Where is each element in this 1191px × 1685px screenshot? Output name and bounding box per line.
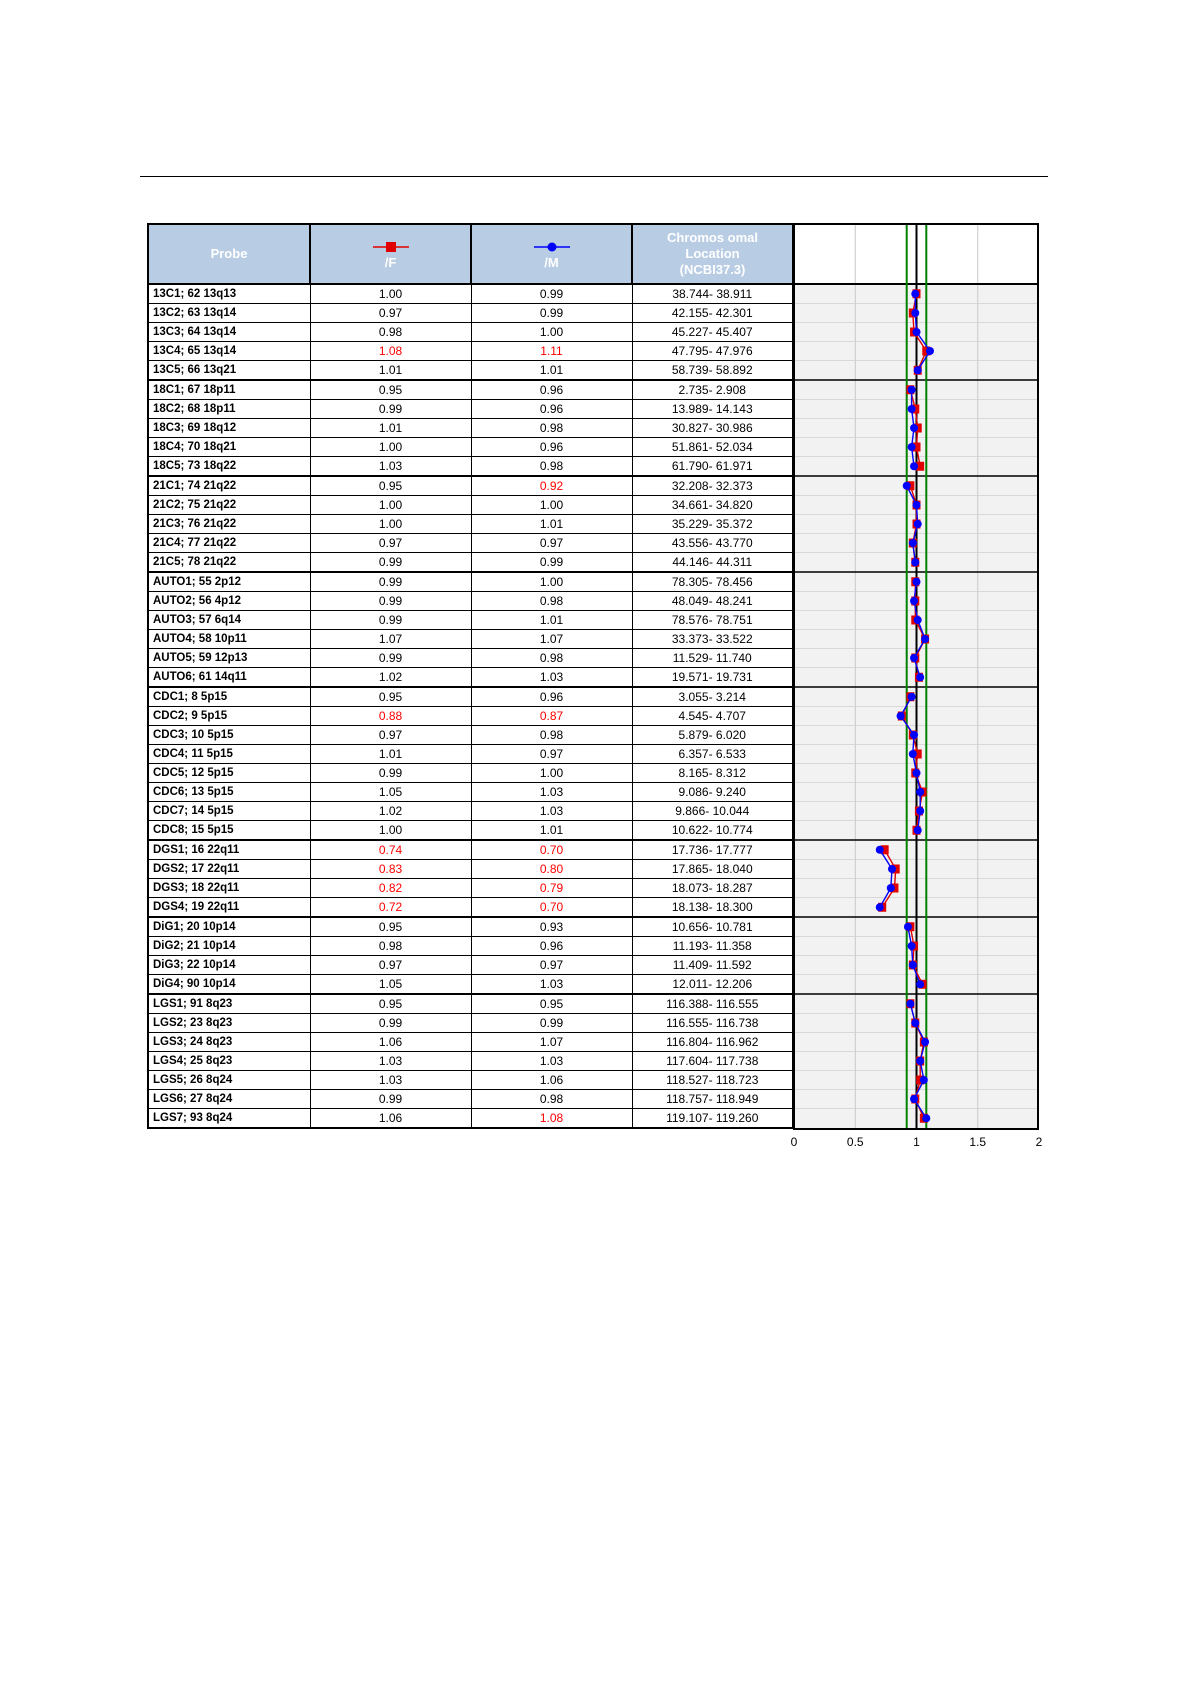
location-cell: 44.146- 44.311 — [632, 553, 793, 573]
m-ratio-cell: 1.01 — [471, 361, 632, 381]
m-series-point — [913, 501, 921, 509]
m-ratio-cell: 0.98 — [471, 726, 632, 745]
m-ratio-cell: 0.98 — [471, 592, 632, 611]
location-cell: 47.795- 47.976 — [632, 342, 793, 361]
m-ratio-cell: 1.01 — [471, 515, 632, 534]
m-ratio-cell: 0.99 — [471, 284, 632, 304]
m-ratio-cell: 1.00 — [471, 764, 632, 783]
f-ratio-cell: 0.98 — [310, 323, 471, 342]
probe-cell: AUTO5; 59 12p13 — [148, 649, 310, 668]
location-cell: 61.790- 61.971 — [632, 457, 793, 477]
m-series-point — [908, 386, 916, 394]
m-ratio-cell: 1.03 — [471, 1052, 632, 1071]
location-cell: 4.545- 4.707 — [632, 707, 793, 726]
probe-cell: LGS7; 93 8q24 — [148, 1109, 310, 1129]
f-ratio-cell: 0.99 — [310, 592, 471, 611]
m-series-point — [914, 366, 922, 374]
f-ratio-cell: 0.95 — [310, 380, 471, 400]
f-ratio-cell: 1.05 — [310, 975, 471, 995]
probe-cell: 13C2; 63 13q14 — [148, 304, 310, 323]
location-cell: 78.305- 78.456 — [632, 572, 793, 592]
location-cell: 119.107- 119.260 — [632, 1109, 793, 1129]
f-ratio-cell: 1.06 — [310, 1109, 471, 1129]
header-location-line3: (NCBI37.3) — [679, 262, 746, 277]
m-ratio-cell: 0.98 — [471, 1090, 632, 1109]
location-cell: 33.373- 33.522 — [632, 630, 793, 649]
m-ratio-cell: 1.06 — [471, 1071, 632, 1090]
m-series-point — [916, 980, 924, 988]
probe-cell: CDC5; 12 5p15 — [148, 764, 310, 783]
probe-cell: LGS3; 24 8q23 — [148, 1033, 310, 1052]
m-ratio-cell: 1.03 — [471, 975, 632, 995]
f-ratio-cell: 0.97 — [310, 956, 471, 975]
m-ratio-cell: 1.03 — [471, 802, 632, 821]
f-ratio-cell: 1.00 — [310, 438, 471, 457]
probe-cell: AUTO2; 56 4p12 — [148, 592, 310, 611]
m-series-point — [921, 1038, 929, 1046]
location-cell: 116.555- 116.738 — [632, 1014, 793, 1033]
m-ratio-cell: 1.01 — [471, 821, 632, 841]
m-series-point — [910, 1095, 918, 1103]
probe-cell: 18C2; 68 18p11 — [148, 400, 310, 419]
f-ratio-cell: 1.07 — [310, 630, 471, 649]
location-cell: 32.208- 32.373 — [632, 476, 793, 496]
probe-cell: CDC2; 9 5p15 — [148, 707, 310, 726]
m-ratio-cell: 0.96 — [471, 438, 632, 457]
m-ratio-cell: 0.93 — [471, 917, 632, 937]
m-series-point — [903, 482, 911, 490]
f-ratio-cell: 1.01 — [310, 419, 471, 438]
location-cell: 17.736- 17.777 — [632, 840, 793, 860]
x-tick-label: 0.5 — [846, 1135, 864, 1149]
probe-cell: DGS2; 17 22q11 — [148, 860, 310, 879]
location-cell: 118.757- 118.949 — [632, 1090, 793, 1109]
location-cell: 116.804- 116.962 — [632, 1033, 793, 1052]
probe-cell: 18C4; 70 18q21 — [148, 438, 310, 457]
m-ratio-cell: 1.03 — [471, 668, 632, 688]
m-ratio-cell: 0.96 — [471, 380, 632, 400]
m-series-point — [908, 693, 916, 701]
probe-cell: DiG3; 22 10p14 — [148, 956, 310, 975]
f-ratio-cell: 0.99 — [310, 400, 471, 419]
probe-cell: CDC7; 14 5p15 — [148, 802, 310, 821]
x-tick-label: 1.5 — [969, 1135, 987, 1149]
m-series-point — [922, 1114, 930, 1122]
m-ratio-cell: 0.70 — [471, 898, 632, 918]
m-series-point — [911, 290, 919, 298]
location-cell: 43.556- 43.770 — [632, 534, 793, 553]
m-ratio-cell: 0.98 — [471, 649, 632, 668]
f-ratio-cell: 0.95 — [310, 476, 471, 496]
f-ratio-cell: 0.97 — [310, 304, 471, 323]
m-series-point — [887, 884, 895, 892]
location-cell: 116.388- 116.555 — [632, 994, 793, 1014]
probe-cell: CDC3; 10 5p15 — [148, 726, 310, 745]
m-ratio-cell: 0.97 — [471, 534, 632, 553]
m-series-point — [920, 1076, 928, 1084]
probe-cell: LGS4; 25 8q23 — [148, 1052, 310, 1071]
m-ratio-cell: 0.96 — [471, 937, 632, 956]
f-ratio-cell: 0.99 — [310, 1090, 471, 1109]
location-cell: 118.527- 118.723 — [632, 1071, 793, 1090]
m-series-point — [910, 654, 918, 662]
m-series-point — [916, 1057, 924, 1065]
m-ratio-cell: 0.96 — [471, 400, 632, 419]
probe-cell: 13C1; 62 13q13 — [148, 284, 310, 304]
m-series-point — [888, 865, 896, 873]
probe-cell: LGS6; 27 8q24 — [148, 1090, 310, 1109]
m-series-point — [914, 826, 922, 834]
m-ratio-cell: 0.99 — [471, 1014, 632, 1033]
location-cell: 11.529- 11.740 — [632, 649, 793, 668]
m-series-point — [913, 328, 921, 336]
f-ratio-cell: 0.99 — [310, 764, 471, 783]
f-ratio-cell: 1.03 — [310, 1071, 471, 1090]
m-ratio-cell: 0.95 — [471, 994, 632, 1014]
m-series-point — [897, 712, 905, 720]
f-ratio-cell: 0.83 — [310, 860, 471, 879]
probe-cell: 21C4; 77 21q22 — [148, 534, 310, 553]
m-ratio-cell: 1.07 — [471, 630, 632, 649]
m-series-point — [916, 807, 924, 815]
probe-cell: 21C1; 74 21q22 — [148, 476, 310, 496]
f-ratio-cell: 0.98 — [310, 937, 471, 956]
f-ratio-cell: 1.00 — [310, 284, 471, 304]
m-series-point — [876, 903, 884, 911]
m-series-point — [921, 635, 929, 643]
f-ratio-cell: 0.82 — [310, 879, 471, 898]
m-series-point — [914, 520, 922, 528]
m-series-point — [909, 750, 917, 758]
location-cell: 6.357- 6.533 — [632, 745, 793, 764]
header-probe: Probe — [148, 224, 310, 284]
f-ratio-cell: 0.99 — [310, 611, 471, 630]
f-ratio-cell: 1.08 — [310, 342, 471, 361]
probe-cell: AUTO3; 57 6q14 — [148, 611, 310, 630]
location-cell: 18.138- 18.300 — [632, 898, 793, 918]
f-ratio-cell: 0.99 — [310, 572, 471, 592]
m-ratio-cell: 0.99 — [471, 553, 632, 573]
location-cell: 10.622- 10.774 — [632, 821, 793, 841]
location-cell: 51.861- 52.034 — [632, 438, 793, 457]
probe-cell: LGS1; 91 8q23 — [148, 994, 310, 1014]
probe-cell: 21C3; 76 21q22 — [148, 515, 310, 534]
m-series-point — [904, 923, 912, 931]
probe-cell: DiG4; 90 10p14 — [148, 975, 310, 995]
m-series-point — [909, 961, 917, 969]
probe-cell: 13C3; 64 13q14 — [148, 323, 310, 342]
location-cell: 9.866- 10.044 — [632, 802, 793, 821]
f-ratio-cell: 0.95 — [310, 917, 471, 937]
location-cell: 78.576- 78.751 — [632, 611, 793, 630]
m-ratio-cell: 1.07 — [471, 1033, 632, 1052]
location-cell: 58.739- 58.892 — [632, 361, 793, 381]
m-series-point — [909, 539, 917, 547]
probe-cell: DiG2; 21 10p14 — [148, 937, 310, 956]
probe-cell: AUTO4; 58 10p11 — [148, 630, 310, 649]
m-ratio-cell: 1.00 — [471, 323, 632, 342]
m-series-point — [908, 942, 916, 950]
m-series-point — [916, 673, 924, 681]
m-series-point — [910, 597, 918, 605]
f-ratio-cell: 1.00 — [310, 515, 471, 534]
probe-cell: LGS5; 26 8q24 — [148, 1071, 310, 1090]
f-ratio-cell: 1.03 — [310, 1052, 471, 1071]
f-ratio-cell: 1.02 — [310, 802, 471, 821]
f-ratio-cell: 0.95 — [310, 994, 471, 1014]
m-series-point — [916, 788, 924, 796]
f-ratio-cell: 1.06 — [310, 1033, 471, 1052]
f-ratio-cell: 1.03 — [310, 457, 471, 477]
m-series-point — [910, 731, 918, 739]
location-cell: 30.827- 30.986 — [632, 419, 793, 438]
f-ratio-cell: 1.00 — [310, 496, 471, 515]
m-ratio-cell: 0.96 — [471, 687, 632, 707]
f-ratio-cell: 0.74 — [310, 840, 471, 860]
location-cell: 38.744- 38.911 — [632, 284, 793, 304]
f-ratio-cell: 1.01 — [310, 361, 471, 381]
header-location-line2: Location — [685, 246, 740, 261]
location-cell: 45.227- 45.407 — [632, 323, 793, 342]
probe-cell: DGS3; 18 22q11 — [148, 879, 310, 898]
m-ratio-cell: 1.01 — [471, 611, 632, 630]
location-cell: 42.155- 42.301 — [632, 304, 793, 323]
location-cell: 19.571- 19.731 — [632, 668, 793, 688]
m-ratio-cell: 1.03 — [471, 783, 632, 802]
location-cell: 17.865- 18.040 — [632, 860, 793, 879]
location-cell: 48.049- 48.241 — [632, 592, 793, 611]
f-ratio-cell: 0.99 — [310, 553, 471, 573]
m-series-point — [910, 462, 918, 470]
m-ratio-cell: 0.98 — [471, 419, 632, 438]
m-series-point — [910, 424, 918, 432]
header-m-label: /M — [544, 255, 559, 270]
probe-cell: 18C3; 69 18q12 — [148, 419, 310, 438]
f-ratio-cell: 0.72 — [310, 898, 471, 918]
m-ratio-cell: 1.00 — [471, 496, 632, 515]
m-series-point — [908, 443, 916, 451]
m-series-point — [876, 846, 884, 854]
f-ratio-cell: 0.99 — [310, 649, 471, 668]
location-cell: 35.229- 35.372 — [632, 515, 793, 534]
x-tick-label: 2 — [1035, 1135, 1043, 1149]
location-cell: 10.656- 10.781 — [632, 917, 793, 937]
location-cell: 11.409- 11.592 — [632, 956, 793, 975]
x-tick-label: 0 — [790, 1135, 798, 1149]
probe-cell: 21C2; 75 21q22 — [148, 496, 310, 515]
f-ratio-cell: 0.97 — [310, 534, 471, 553]
f-ratio-cell: 0.88 — [310, 707, 471, 726]
m-ratio-cell: 0.97 — [471, 956, 632, 975]
m-ratio-cell: 0.97 — [471, 745, 632, 764]
probe-cell: AUTO6; 61 14q11 — [148, 668, 310, 688]
m-series-point — [906, 1000, 914, 1008]
probe-cell: CDC8; 15 5p15 — [148, 821, 310, 841]
m-series-point — [908, 405, 916, 413]
probe-cell: CDC4; 11 5p15 — [148, 745, 310, 764]
f-ratio-cell: 0.99 — [310, 1014, 471, 1033]
location-cell: 8.165- 8.312 — [632, 764, 793, 783]
location-cell: 9.086- 9.240 — [632, 783, 793, 802]
m-ratio-cell: 0.98 — [471, 457, 632, 477]
m-series-point — [911, 309, 919, 317]
probe-cell: CDC1; 8 5p15 — [148, 687, 310, 707]
m-ratio-cell: 0.70 — [471, 840, 632, 860]
location-cell: 2.735- 2.908 — [632, 380, 793, 400]
probe-cell: 21C5; 78 21q22 — [148, 553, 310, 573]
location-cell: 5.879- 6.020 — [632, 726, 793, 745]
probe-cell: 18C1; 67 18p11 — [148, 380, 310, 400]
m-series-point — [911, 558, 919, 566]
probe-cell: 18C5; 73 18q22 — [148, 457, 310, 477]
m-series-point — [911, 1019, 919, 1027]
m-ratio-cell: 0.80 — [471, 860, 632, 879]
m-series-point — [926, 347, 934, 355]
location-cell: 13.989- 14.143 — [632, 400, 793, 419]
m-series-point — [913, 578, 921, 586]
location-cell: 117.604- 117.738 — [632, 1052, 793, 1071]
f-ratio-cell: 1.05 — [310, 783, 471, 802]
m-ratio-cell: 0.79 — [471, 879, 632, 898]
m-ratio-cell: 1.00 — [471, 572, 632, 592]
m-ratio-cell: 0.99 — [471, 304, 632, 323]
probe-cell: DGS1; 16 22q11 — [148, 840, 310, 860]
location-cell: 11.193- 11.358 — [632, 937, 793, 956]
location-cell: 3.055- 3.214 — [632, 687, 793, 707]
f-ratio-cell: 1.01 — [310, 745, 471, 764]
location-cell: 12.011- 12.206 — [632, 975, 793, 995]
probe-cell: 13C4; 65 13q14 — [148, 342, 310, 361]
m-ratio-cell: 1.08 — [471, 1109, 632, 1129]
probe-cell: CDC6; 13 5p15 — [148, 783, 310, 802]
header-location-line1: Chromos omal — [666, 230, 758, 245]
location-cell: 18.073- 18.287 — [632, 879, 793, 898]
location-cell: 34.661- 34.820 — [632, 496, 793, 515]
probe-cell: DGS4; 19 22q11 — [148, 898, 310, 918]
m-ratio-cell: 1.11 — [471, 342, 632, 361]
probe-cell: 13C5; 66 13q21 — [148, 361, 310, 381]
f-ratio-cell: 0.95 — [310, 687, 471, 707]
f-ratio-cell: 1.02 — [310, 668, 471, 688]
x-tick-label: 1 — [913, 1135, 920, 1149]
m-ratio-cell: 0.87 — [471, 707, 632, 726]
probe-cell: DiG1; 20 10p14 — [148, 917, 310, 937]
m-series-point — [914, 616, 922, 624]
f-ratio-cell: 1.00 — [310, 821, 471, 841]
header-f-label: /F — [384, 255, 397, 270]
m-ratio-cell: 0.92 — [471, 476, 632, 496]
probe-cell: AUTO1; 55 2p12 — [148, 572, 310, 592]
f-ratio-cell: 0.97 — [310, 726, 471, 745]
probe-cell: LGS2; 23 8q23 — [148, 1014, 310, 1033]
m-series-point — [913, 769, 921, 777]
